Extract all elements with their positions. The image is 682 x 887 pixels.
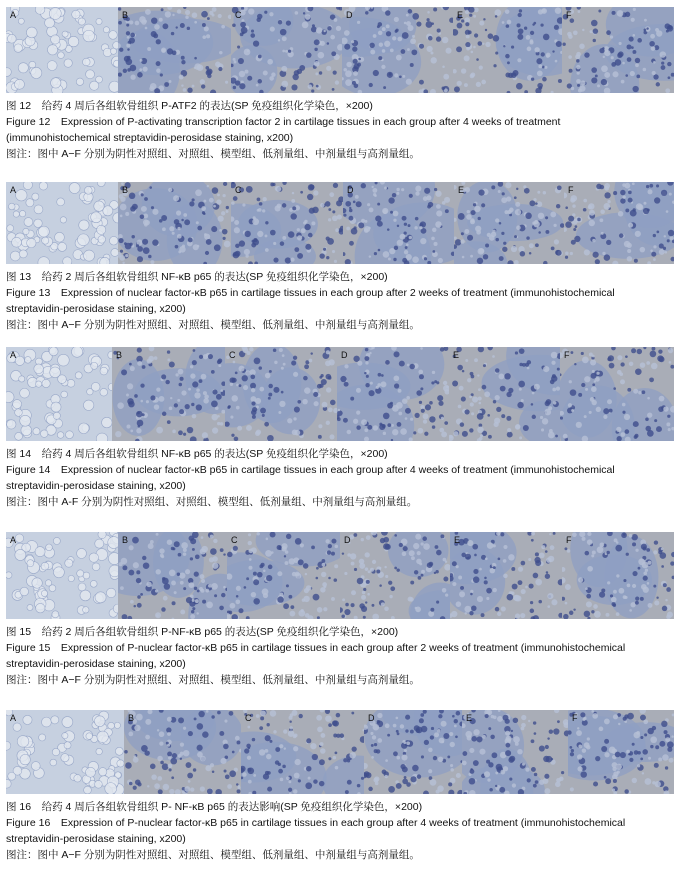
panel-label: D: [344, 535, 351, 545]
panel-label: E: [454, 535, 461, 545]
figure-panel-e: [450, 532, 563, 619]
figure-panel-f: [568, 710, 674, 794]
micrograph-image: [449, 347, 560, 441]
figure-panel-a: [6, 532, 119, 619]
figure-panel-e: [453, 7, 563, 93]
panel-label: C: [245, 713, 252, 723]
caption-english-line2: streptavidin-perosidase staining, x200): [6, 480, 186, 492]
panel-label: A: [10, 10, 17, 20]
panel-label: C: [229, 350, 236, 360]
panel-label: F: [572, 713, 578, 723]
figure-panel-a: [6, 7, 119, 93]
figure-12-caption: [6, 98, 678, 162]
figure-panel-d: [364, 710, 463, 794]
micrograph-image: [118, 532, 227, 619]
panel-label: F: [564, 350, 570, 360]
micrograph-image: [453, 7, 562, 93]
figure-panel-c: [227, 532, 341, 619]
figure-panel-c: [231, 7, 343, 93]
caption-note: 图注：图中 A-F 分别为阴性对照组、对照组、模型组、低剂量组、中剂量组与高剂量组。: [6, 496, 418, 508]
micrograph-image: [118, 182, 231, 264]
panel-label: F: [566, 10, 572, 20]
figure-14-caption: [6, 446, 678, 510]
figure-panel-c: [231, 182, 344, 264]
micrograph-image: [562, 532, 674, 619]
caption-english-line1: Figure 14 Expression of nuclear factor-κB p65 in cartilage tissues in each group after 4 weeks of treatment (immunohistochemical: [6, 464, 615, 476]
caption-english-line2: streptavidin-perosidase staining, x200): [6, 658, 186, 670]
panel-label: B: [122, 535, 129, 545]
micrograph-image: [560, 347, 674, 441]
micrograph-image: [225, 347, 337, 441]
micrograph-image: [562, 7, 674, 93]
micrograph-image: [6, 710, 124, 794]
panel-label: A: [10, 185, 17, 195]
micrograph-image: [231, 182, 343, 264]
figure-panel-d: [342, 7, 454, 93]
figure-panel-c: [241, 710, 365, 794]
micrograph-image: [118, 7, 231, 93]
micrograph-image: [241, 710, 364, 794]
panel-label: B: [122, 10, 129, 20]
micrograph-image: [340, 532, 450, 619]
caption-english-line1: Figure 16 Expression of P-nuclear factor-κB p65 in cartilage tissues in each group after 4 weeks of treatment (immunohistochemical: [6, 817, 626, 829]
micrograph-image: [564, 182, 674, 264]
micrograph-image: [6, 347, 112, 441]
micrograph-image: [462, 710, 568, 794]
panel-label: B: [116, 350, 123, 360]
caption-chinese: 图 12 给药 4 周后各组软骨组织 P-ATF2 的表达(SP 免疫组织化学染色，×200): [6, 100, 373, 112]
panel-label: E: [457, 10, 464, 20]
figure-panel-b: [112, 347, 226, 441]
figure-panel-f: [562, 532, 674, 619]
micrograph-image: [6, 7, 118, 93]
figure-panel-d: [343, 182, 455, 264]
figure-image-row: [6, 347, 674, 441]
figure-panel-a: [6, 347, 113, 441]
figure-image-row: [6, 182, 674, 264]
figure-panel-b: [118, 532, 228, 619]
caption-chinese: 图 16 给药 4 周后各组软骨组织 P- NF-κB p65 的表达影响(SP 免疫组织化学染色，×200): [6, 801, 423, 813]
figure-panel-d: [340, 532, 451, 619]
figure-panel-c: [225, 347, 338, 441]
panel-label: C: [235, 185, 242, 195]
micrograph-image: [227, 532, 340, 619]
figure-image-row: [6, 710, 674, 794]
caption-chinese: 图 13 给药 2 周后各组软骨组织 NF-κB p65 的表达(SP 免疫组织化学染色，×200): [6, 271, 388, 283]
micrograph-image: [454, 182, 564, 264]
figure-panel-e: [462, 710, 569, 794]
figure-panel-d: [337, 347, 450, 441]
micrograph-image: [450, 532, 562, 619]
micrograph-image: [231, 7, 342, 93]
caption-note: 图注：图中 A−F 分别为阴性对照组、对照组、模型组、低剂量组、中剂量组与高剂量组。: [6, 674, 420, 686]
micrograph-image: [343, 182, 454, 264]
caption-english-line1: Figure 13 Expression of nuclear factor-κB p65 in cartilage tissues in each group after 2 weeks of treatment (immunohistochemical: [6, 287, 615, 299]
figure-panel-f: [560, 347, 674, 441]
panel-label: E: [453, 350, 460, 360]
figure-image-row: [6, 7, 674, 93]
caption-english-line1: Figure 15 Expression of P-nuclear factor-κB p65 in cartilage tissues in each group after 2 weeks of treatment (immunohistochemical: [6, 642, 626, 654]
micrograph-image: [342, 7, 453, 93]
micrograph-image: [364, 710, 462, 794]
micrograph-image: [337, 347, 449, 441]
micrograph-image: [6, 532, 118, 619]
panel-label: E: [466, 713, 473, 723]
caption-english-line2: streptavidin-perosidase staining, x200): [6, 833, 186, 845]
figure-panel-f: [562, 7, 674, 93]
caption-note: 图注：图中 A−F 分别为阴性对照组、对照组、模型组、低剂量组、中剂量组与高剂量组。: [6, 319, 420, 331]
micrograph-image: [124, 710, 241, 794]
panel-label: E: [458, 185, 465, 195]
figure-panel-a: [6, 182, 119, 264]
figure-16-caption: [6, 799, 678, 863]
caption-english-line2: streptavidin-perosidase staining, x200): [6, 303, 186, 315]
panel-label: B: [122, 185, 129, 195]
figure-13-caption: [6, 269, 678, 333]
panel-label: C: [235, 10, 242, 20]
figure-panel-b: [118, 7, 232, 93]
figure-15-strip: [6, 532, 674, 619]
panel-label: D: [347, 185, 354, 195]
figure-panel-b: [118, 182, 232, 264]
panel-label: A: [10, 350, 17, 360]
figure-14-strip: [6, 347, 674, 441]
figure-panel-a: [6, 710, 125, 794]
caption-chinese: 图 14 给药 4 周后各组软骨组织 NF-κB p65 的表达(SP 免疫组织化学染色，×200): [6, 448, 388, 460]
micrograph-image: [568, 710, 674, 794]
figure-panel-e: [454, 182, 565, 264]
figure-16-strip: [6, 710, 674, 794]
micrograph-image: [6, 182, 118, 264]
figure-panel-e: [449, 347, 561, 441]
figure-15-caption: [6, 624, 678, 688]
caption-note: 图注：图中 A−F 分别为阴性对照组、对照组、模型组、低剂量组、中剂量组与高剂量组。: [6, 849, 420, 861]
panel-label: D: [368, 713, 375, 723]
panel-label: D: [341, 350, 348, 360]
micrograph-image: [112, 347, 225, 441]
panel-label: A: [10, 713, 17, 723]
caption-english-line1: Figure 12 Expression of P-activating transcription factor 2 in cartilage tissues in each group after 4 weeks of treatment: [6, 116, 561, 128]
figure-13-strip: [6, 182, 674, 264]
figure-12-strip: [6, 7, 674, 93]
caption-english-line2: (immunohistochemical streptavidin-perosidase staining, x200): [6, 132, 294, 144]
panel-label: B: [128, 713, 135, 723]
panel-label: F: [568, 185, 574, 195]
panel-label: C: [231, 535, 238, 545]
caption-chinese: 图 15 给药 2 周后各组软骨组织 P-NF-κB p65 的表达(SP 免疫组织化学染色，×200): [6, 626, 399, 638]
panel-label: A: [10, 535, 17, 545]
caption-note: 图注：图中 A−F 分别为阴性对照组、对照组、模型组、低剂量组、中剂量组与高剂量组。: [6, 148, 420, 160]
panel-label: D: [346, 10, 353, 20]
figure-panel-f: [564, 182, 674, 264]
figure-panel-b: [124, 710, 242, 794]
panel-label: F: [566, 535, 572, 545]
figure-image-row: [6, 532, 674, 619]
